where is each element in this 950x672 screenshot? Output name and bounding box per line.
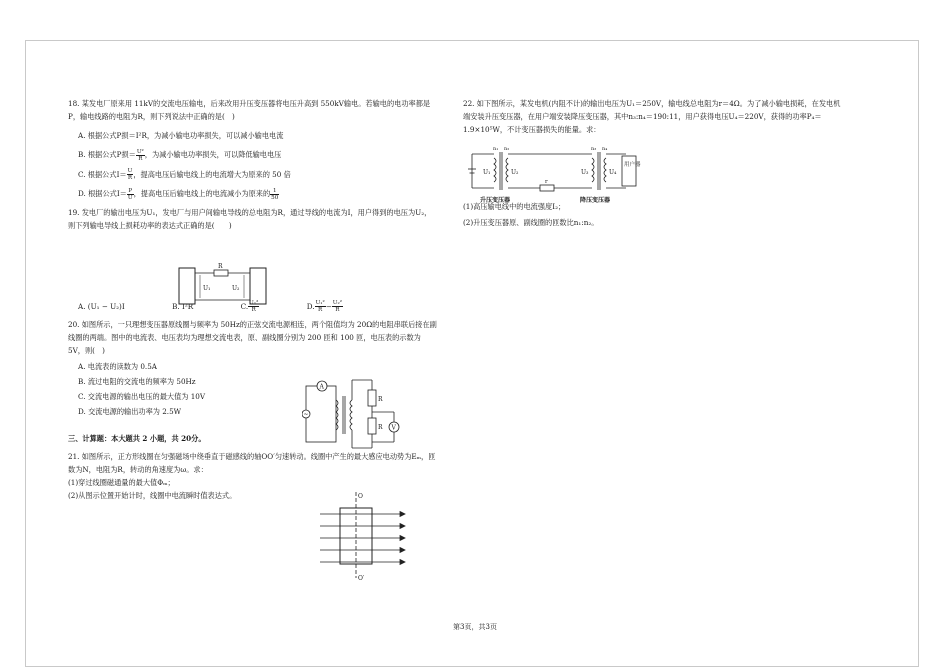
q20-stem: 20. 如图所示，一只理想变压器原线圈与频率为 50Hz的正弦交流电源相连，两个阻值均为 20Ω的电阻串联后接在副线圈的两端。图中的电流表、电压表均为理想交流电表，原、副线圈分别为 200 匝和 100 匝，电压表的示数为 5V，则( ) <box>68 320 437 355</box>
fig-label-u1: U₁ <box>203 285 211 292</box>
r2-label: R <box>378 424 383 431</box>
q19-option-a: A. (U₁ − U₂)I <box>78 301 125 311</box>
fraction: $\frac{P}{U}$ <box>127 187 133 201</box>
q19-option-c: C. $\frac{\text{U₁²}}{R}$ <box>240 300 259 313</box>
r1-label: R <box>378 396 383 403</box>
q22-stem: 22. 如下图所示，某发电机(内阻不计)的输出电压为U₁＝250V，输电线总电阻为r＝4Ω。为了减小输电损耗，在发电机端安装升压变压器，在用户端安装降压变压器，其中n₃:n₄＝190:11，用户获得电压U₄＝220V，获得的功率P₄＝1.9×10⁵W，不计变压器损失的能量。求： <box>463 99 841 134</box>
label-n1: n₁ <box>493 146 499 152</box>
q19-stem: 19. 发电厂的输出电压为U₁，发电厂与用户间输电导线的总电阻为R，通过导线的电流为I，用户得到的电压为U₂，则下列输电导线上损耗功率的表达式正确的是( ) <box>68 207 432 230</box>
q20-transformer-figure <box>302 372 407 452</box>
axis-label-o: O <box>358 493 363 500</box>
fraction: $\frac{1}{50}$ <box>271 187 279 201</box>
fraction: $\frac{U}{R}$ <box>127 168 133 181</box>
label-n4: n₄ <box>602 146 608 152</box>
resistor-r1 <box>368 390 376 406</box>
label-n3: n₃ <box>591 146 597 152</box>
q19-option-d: D. $\frac{\text{U₁²}}{R}$ − $\frac{\text{U₂²}}{R}$ <box>306 300 342 313</box>
label-u1: U₁ <box>483 169 491 176</box>
label-u3: U₃ <box>581 169 589 176</box>
q18-option-d: D. 根据公式I＝ $\frac{P}{U}$ ，提高电压后输电线上的电流减小为原来的 $\frac{1}{50}$ <box>78 187 279 201</box>
q20-option-a: A. 电流表的读数为 0.5A <box>78 362 157 371</box>
axis-label-o-prime: O′ <box>358 575 365 582</box>
label-u4: U₄ <box>609 169 617 176</box>
q22-part1: (1)高压输电线中的电流强度I₂； <box>463 202 566 211</box>
user-label: 用户器 <box>624 162 641 168</box>
resistor-r2 <box>368 418 376 434</box>
q20-option-d: D. 交流电源的输出功率为 2.5W <box>78 407 182 416</box>
q19-option-b: B. I²R <box>172 301 194 311</box>
label-r: r <box>545 179 548 185</box>
label-step-down: 降压变压器 <box>580 197 611 204</box>
section-3-title: 三、计算题：本大题共 2 小题，共 20分。 <box>68 434 206 443</box>
q22-part2: (2)升压变压器原、副线圈的匝数比n₁:n₂。 <box>463 218 599 227</box>
q21-coil-figure <box>318 490 408 582</box>
ammeter-label: A <box>319 383 324 391</box>
q20-option-b: B. 流过电阻的交流电的频率为 50Hz <box>78 377 196 386</box>
q18-option-b: B. 根据公式P损＝ $\frac{\text{U²}}{R}$ ，为减小输电功率损失，可以降低输电电压 <box>78 148 282 162</box>
user-block <box>250 268 266 304</box>
ac-source-label: ~ <box>303 411 309 418</box>
generator-block <box>179 268 195 304</box>
resistor-r <box>214 270 228 276</box>
q19-circuit-figure <box>178 262 268 306</box>
fig-label-r: R <box>218 263 223 270</box>
q18-option-a: A. 根据公式P损＝I²R，为减小输电功率损失，可以减小输电电流 <box>78 131 284 140</box>
q18-option-c: C. 根据公式I＝ $\frac{U}{R}$ ，提高电压后输电线上的电流增大为原来的 50 倍 <box>78 168 291 181</box>
label-step-up: 升压变压器 <box>480 197 511 204</box>
q18-stem: 18. 某发电厂原来用 11kV的交流电压输电，后来改用升压变压器将电压升高到 550kV输电。若输电的电功率都是P，输电线路的电阻为R，则下列说法中正确的是( ) <box>68 99 431 121</box>
label-u2: U₂ <box>511 169 519 176</box>
q20-option-c: C. 交流电源的输出电压的最大值为 10V <box>78 392 206 401</box>
user-device <box>622 156 636 186</box>
q21-part2: (2)从图示位置开始计时，线圈中电流瞬时值表达式。 <box>68 491 237 500</box>
q21-part1: (1)穿过线圈磁通量的最大值Φₘ； <box>68 478 175 487</box>
page-footer: 第3页，共3页 <box>453 623 497 631</box>
voltmeter-label: V <box>391 424 396 432</box>
q22-transmission-figure <box>464 144 644 206</box>
fraction: $\frac{\text{U²}}{R}$ <box>136 148 144 162</box>
label-n2: n₂ <box>504 146 510 152</box>
q21-stem: 21. 如图所示，正方形线圈在匀强磁场中绕垂直于磁感线的轴OO′匀速转动。线圈中产生的最大感应电动势为Eₘ，匝数为N，电阻为R，转动的角速度为ω。求： <box>68 452 436 474</box>
fig-label-u2: U₂ <box>232 285 240 292</box>
line-resistor-r <box>540 185 554 191</box>
